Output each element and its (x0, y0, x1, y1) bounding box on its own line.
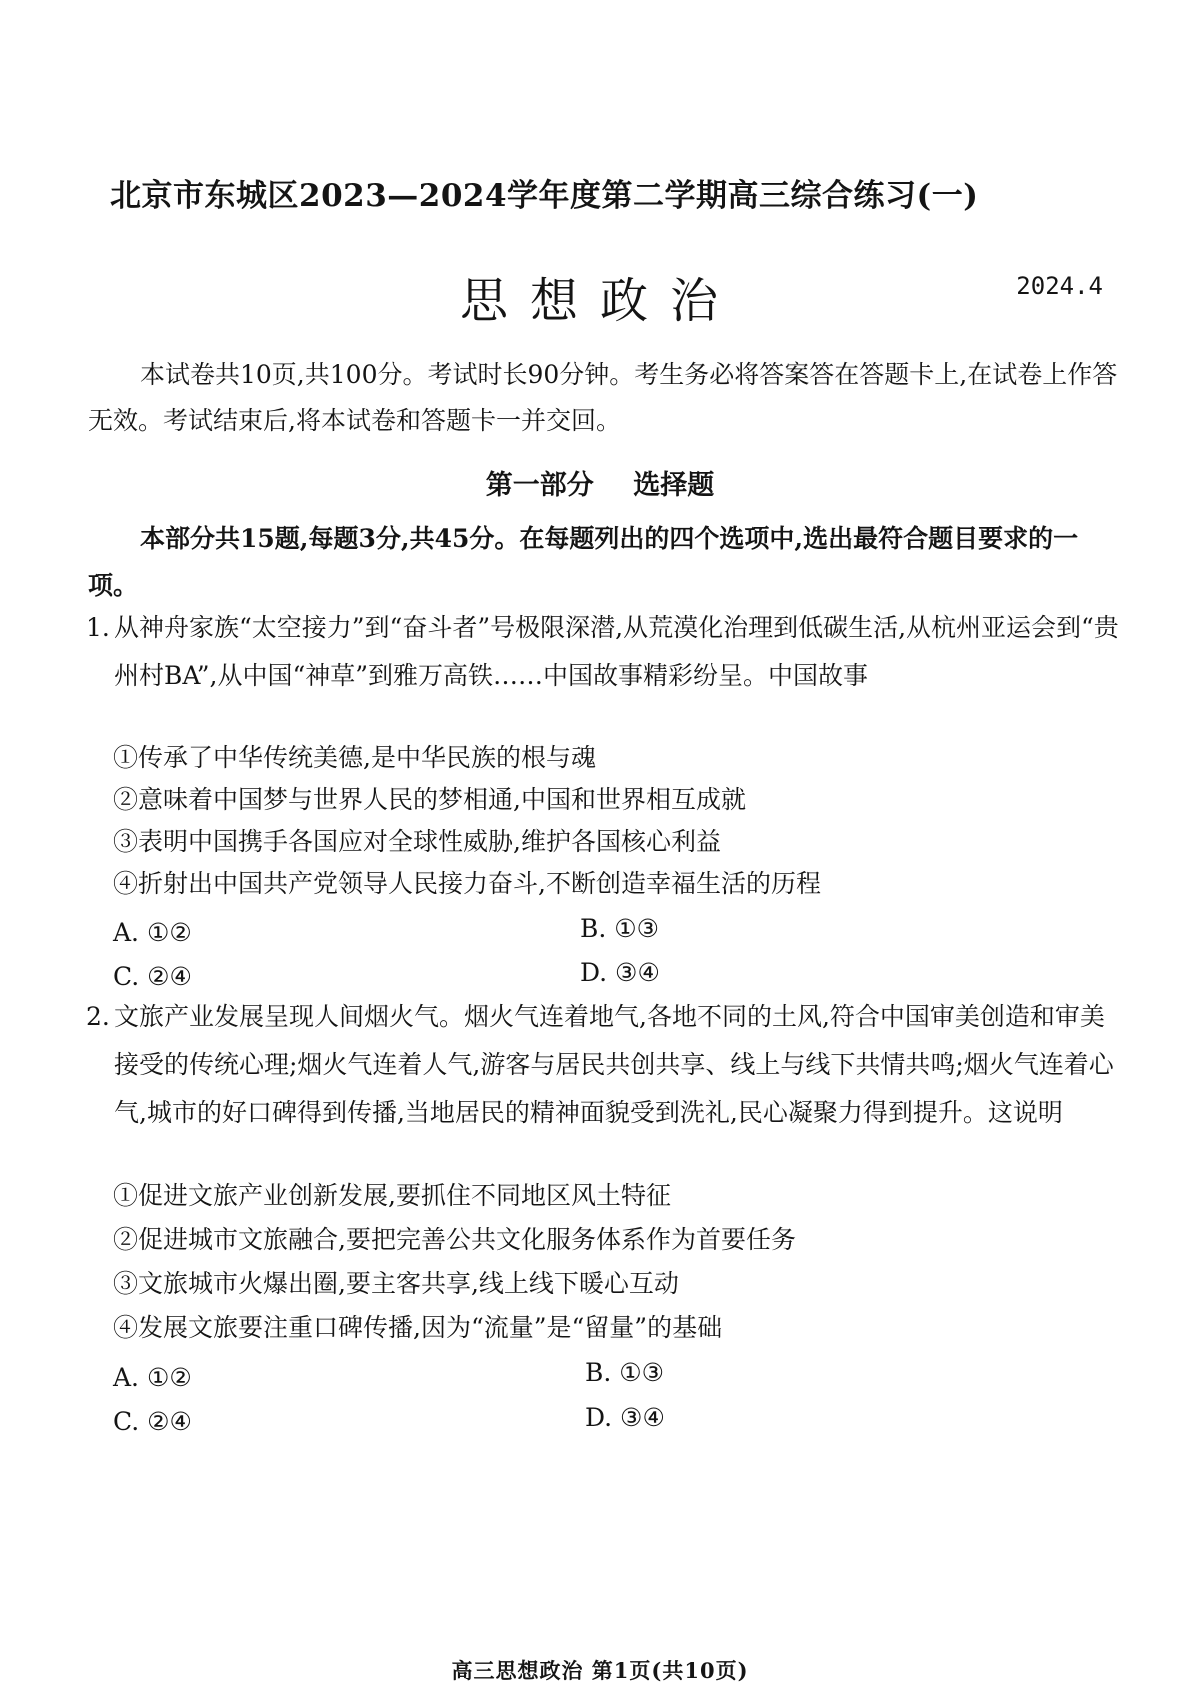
question-text: 文旅产业发展呈现人间烟火气。烟火气连着地气,各地不同的土风,符合中国审美创造和审美接受的传统心理;烟火气连着人气,游客与居民共创共享、线上与线下共情共鸣;烟火气连着心气,城市的好口碑得到传播,当地居民的精神面貌受到洗礼,民心凝聚力得到提升。这说明 (114, 1002, 1114, 1127)
option-d: D. ③④ (585, 1403, 665, 1432)
option-a: A. ①② (113, 918, 192, 947)
statement-3: ③表明中国携手各国应对全球性威胁,维护各国核心利益 (113, 827, 721, 856)
exam-date: 2024.4 (1016, 272, 1103, 300)
option-b: B. ①③ (585, 1358, 665, 1387)
statement-1: ①传承了中华传统美德,是中华民族的根与魂 (113, 743, 596, 772)
exam-title: 北京市东城区2023—2024学年度第二学期高三综合练习(一) (110, 178, 979, 214)
question-number: 1. (86, 613, 110, 642)
option-b: B. ①③ (580, 914, 660, 943)
section-instructions: 本部分共15题,每题3分,共45分。在每题列出的四个选项中,选出最符合题目要求的一项。 (88, 524, 1079, 600)
option-c: C. ②④ (113, 962, 192, 991)
question-text: 从神舟家族“太空接力”到“奋斗者”号极限深潜,从荒漠化治理到低碳生活,从杭州亚运会到“贵州村BA”,从中国“神草”到雅万高铁……中国故事精彩纷呈。中国故事 (114, 613, 1119, 690)
statement-4: ④折射出中国共产党领导人民接力奋斗,不断创造幸福生活的历程 (113, 869, 821, 898)
option-d: D. ③④ (580, 958, 660, 987)
page-footer: 高三思想政治 第1页(共10页) (451, 1658, 749, 1683)
section-heading: 第一部分 选择题 (485, 470, 715, 501)
option-c: C. ②④ (113, 1407, 192, 1436)
statement-4: ④发展文旅要注重口碑传播,因为“流量”是“留量”的基础 (113, 1313, 723, 1342)
statement-1: ①促进文旅产业创新发展,要抓住不同地区风土特征 (113, 1181, 671, 1210)
exam-notice: 本试卷共10页,共100分。考试时长90分钟。考生务必将答案答在答题卡上,在试卷上作答无效。考试结束后,将本试卷和答题卡一并交回。 (88, 360, 1118, 435)
subject-title: 思想政治 (459, 273, 740, 329)
question-stem (86, 993, 1126, 1137)
question-number: 2. (86, 1002, 110, 1031)
question-stem (86, 604, 1126, 700)
statement-3: ③文旅城市火爆出圈,要主客共享,线上线下暖心互动 (113, 1269, 679, 1298)
statement-2: ②意味着中国梦与世界人民的梦相通,中国和世界相互成就 (113, 785, 746, 814)
option-a: A. ①② (113, 1363, 192, 1392)
statement-2: ②促进城市文旅融合,要把完善公共文化服务体系作为首要任务 (113, 1225, 796, 1254)
